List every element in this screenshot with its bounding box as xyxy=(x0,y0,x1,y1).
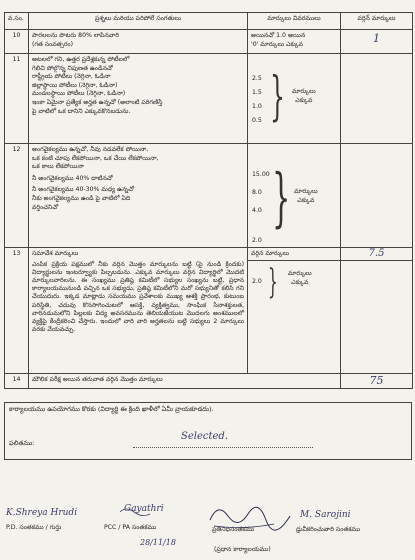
row-question: సమావేశ మార్కులు ఎంపిక ప్రక్రియ పక్షములో నీకు వర్గిన మొత్తం మార్కులను బట్టి (పై నుండి క్రిందకు) విద్యార్థులను ఇంటర్వ్యూకు పిల్చబడును. ఎక్కువ మార్కులు వర్గిన విద్యార్థిలో మొదటి మార్కులవారిలను. ఈ సంఖ్యము ప్రతిష్ఠ కమిటీలో సభ్యుల సంఖ్యను బట్టి, ప్రధాన కార్యాలయమునుండి వచ్చిన ఒక సభ్యుడు, ప్రతిష్ఠ కమిటీలోని మరో సభ్యునితో కలిసి గని చేయుదురు. ఇక్కడ మాట్లాడు సమయము ప్రవేశాలకు ముఖ్య ఆశక్తి ప్రారంభ, కుటుంబ పరిస్థితి, చదువు కొనసాగించుటలో ఆసక్తి, వ్యక్తిత్వము, సాంఘిక సేనాశక్తులత, వారినడుమలోని పిల్లలకు విద్య అవసరమును తెలియజేయుట మొదలగు అంశములలో వ్యక్తిపై కేంద్రీకరించి చేస్తారు. ఇందులో వారి వారి అర్హతలను బట్టి సభ్యులు 2 మార్కులు వరకు వేయవచ్చు. xyxy=(29,248,248,374)
pd-caption: P.D. సంతకము / గుర్తు xyxy=(6,524,62,531)
result-line xyxy=(133,447,313,448)
signature-scribbles xyxy=(0,490,415,560)
verifier-caption: ధ్రువీకరించువారి సంతకము xyxy=(296,526,361,533)
row-number: 12 xyxy=(5,144,29,248)
handwritten-score: 1 xyxy=(373,32,380,45)
office-remark: కార్యాలయము ఉపయోగము కొరకు (విద్యార్థి ఈ క్రింది ఖాళీలో ఏమీ వ్రాయకూడదు). xyxy=(9,405,214,413)
result-value: Selected. xyxy=(181,431,229,442)
pcc-signature: Gayathri xyxy=(124,504,164,514)
row-question: అంగవైకల్యము ఉన్నచో, నీవు నడవలేక పోయినా, ఒక కంటి చూపు లేకపోయినా, ఒక చేయి లేకపోయినా, ఒక కాలు లేకపోయినా నీ అంగవైకల్యము 40% దాటినచో నీ అంగవైకల్యము 40-30% మధ్య ఉన్నచో నీకు అంగవైకల్యము ఉండి పై వాటిలో ఏది వర్తించనిచో xyxy=(29,144,248,248)
header-detail: మార్కులు వివరములు xyxy=(248,13,341,30)
side-note: మార్కులు ఎక్కువ xyxy=(294,188,318,204)
side-note: మార్కులు ఎక్కువ xyxy=(292,88,316,104)
pcc-caption: PCC / PA సంతకము xyxy=(104,524,157,531)
scribble-stroke xyxy=(214,524,274,528)
row-score xyxy=(341,248,413,374)
row-number: 10 xyxy=(5,30,29,54)
row-detail: అయినచో 1.0 అయిన '0' మార్కులు ఎక్కువ xyxy=(248,30,341,54)
table-row xyxy=(5,54,413,144)
option-values: 15.00 8.0 4.0 2.0 xyxy=(252,171,270,244)
result-label: ఫలితము: xyxy=(9,439,35,447)
row-detail xyxy=(248,144,341,248)
table-row xyxy=(5,248,413,374)
row-number: 11 xyxy=(5,54,29,144)
right-brace-icon: } xyxy=(268,262,278,302)
row-score xyxy=(341,30,413,54)
handwritten-score: 75 xyxy=(369,374,384,387)
office-use-section xyxy=(4,402,412,460)
row-question: అటలలో గని, ఉత్తర ప్రదేశ్లకున్న పోటీలలో గెలిచి పోల్గొన్న నిపుణత ఉండినచో రాష్ట్రీయ పోటీలు (నెగ్గినా, ఓడినా జిల్లాస్థాయి పోటీలు (నెగ్గినా, ఓడినా) మండలస్థాయి పోటీలు (నెగ్గినా, ఓడినా) ఇంకా ఏమైనా ప్రత్యేక అర్హత ఉన్నచో (అలాంటి పరిగణిస్తే పై వాటిలో ఒక దానిని ఎక్కువకొనబడును. xyxy=(29,54,248,144)
header-question: ప్రశ్నలు మరియు పరిపోలే సంగతులు xyxy=(29,13,248,30)
header-marks: వర్గిన్ మార్కులు xyxy=(341,13,413,30)
rep-signature: M. Sarojini xyxy=(300,510,351,520)
table-row xyxy=(5,144,413,248)
row-number: 13 xyxy=(5,248,29,374)
rep-sub-caption: (ప్రధాన కార్యాలయము) xyxy=(214,546,271,553)
row-score xyxy=(341,374,413,389)
handwritten-score: 7.5 xyxy=(368,248,385,259)
row-question: మౌలిక పరీక్ష అయిన తరువాత వర్గిన మొత్తం మార్కులు xyxy=(29,374,341,389)
row-score xyxy=(341,54,413,144)
header-no: వ.సం. xyxy=(5,13,29,30)
pcc-date: 28/11/18 xyxy=(140,538,176,547)
table-row xyxy=(5,30,413,54)
marks-table xyxy=(4,12,413,389)
row-score xyxy=(341,144,413,248)
scribble-stroke xyxy=(120,509,150,516)
row-number: 14 xyxy=(5,374,29,389)
side-note: మార్కులు ఎక్కువ xyxy=(288,270,312,286)
option-values: 2.5 1.5 1.0 0.5 xyxy=(252,75,262,124)
row-question: పారలలను పొటరు 80% లాపినవారి (గత సంవత్సరం) xyxy=(29,30,248,54)
row-detail: వర్గిన మార్కులు 2.0 } మార్కులు ఎక్కువ xyxy=(248,248,341,374)
table-row xyxy=(5,374,413,389)
table-header xyxy=(5,13,413,30)
rep-caption: ప్రతినిధిసంతకము xyxy=(212,526,255,533)
option-values: 2.0 xyxy=(252,278,262,285)
right-brace-icon: } xyxy=(270,67,285,127)
right-brace-icon: } xyxy=(272,161,291,235)
pd-signature: K.Shreya Hrudi xyxy=(6,508,78,518)
row-detail xyxy=(248,54,341,144)
